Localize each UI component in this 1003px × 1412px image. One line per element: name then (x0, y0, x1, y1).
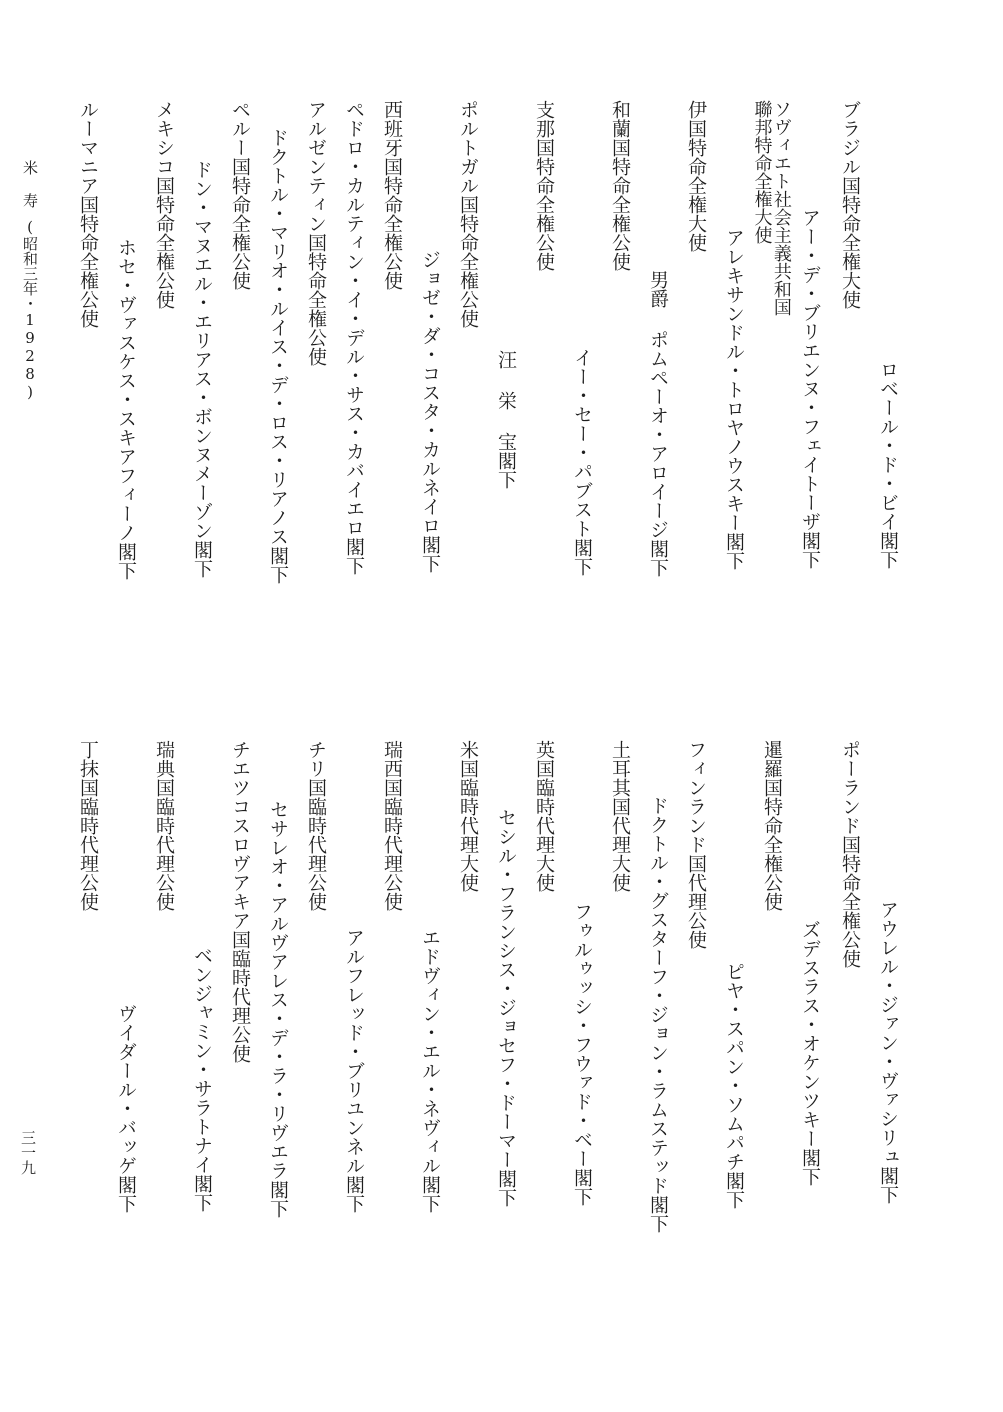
top-col-01: ブラジル国特命全権大使 (839, 100, 861, 309)
bottom-col-16: チリ国臨時代理公使 (305, 740, 327, 911)
bottom-col-12: 米国臨時代理大使 (457, 740, 479, 892)
top-col-09: イー・セー・パブスト閣下 (571, 348, 593, 576)
bottom-col-06: フィンランド国代理公使 (685, 740, 707, 949)
footer-era: (昭和三年・1928) (21, 218, 39, 401)
top-col-13: ジョゼ・ダ・コスタ・カルネイロ閣下 (419, 250, 441, 573)
bottom-col-19: ベンジャミン・サラトナイ閣下 (191, 946, 213, 1212)
bottom-col-08: 土耳其国代理大使 (609, 740, 631, 892)
top-col-05: アレキサンドル・トロヤノウスキー閣下 (723, 228, 745, 570)
bottom-col-15: アルフレッド・ブリユンネル閣下 (343, 928, 365, 1213)
top-col-11: 汪 栄 宝閣下 (495, 350, 517, 489)
bottom-col-04: 暹羅国特命全権公使 (761, 740, 783, 911)
top-col-04-line2: 聯邦特命全権大使 (751, 100, 773, 244)
top-col-15: ペドロ・カルティン・イ・デル・サス・カバイエロ閣下 (343, 100, 365, 575)
bottom-col-09: フゥルゥッシ・フウァド・ベー閣下 (571, 902, 593, 1206)
top-col-17: ドクトル・マリオ・ルイス・デ・ロス・リアノス閣下 (267, 128, 289, 584)
top-col-18: ペルー国特命全権公使 (229, 100, 251, 290)
top-col-02: ロベール・ド・ビイ閣下 (877, 360, 899, 569)
bottom-col-07: ドクトル・グスターフ・ジョン・ラムステッド閣下 (647, 796, 669, 1233)
top-col-20: メキシコ国特命全権公使 (153, 100, 175, 309)
bottom-col-22: 丁抹国臨時代理公使 (77, 740, 99, 911)
top-col-14: 西班牙国特命全権公使 (381, 100, 403, 290)
bottom-col-03: ズデスラス・オケンツキー閣下 (799, 920, 821, 1186)
bottom-col-20: 瑞典国臨時代理公使 (153, 740, 175, 911)
bottom-col-01: アウレル・ジァン・ヴァシリュ閣下 (877, 900, 899, 1204)
top-col-12: ポルトガル国特命全権公使 (457, 100, 479, 328)
top-col-04 (752, 100, 791, 316)
top-col-07: 男爵 ポムペーオ・アロイージ閣下 (647, 270, 669, 577)
top-col-21: ホセ・ヴァスケス・スキアフィーノ閣下 (115, 238, 137, 580)
top-col-08: 和蘭国特命全権公使 (609, 100, 631, 271)
top-col-22: ルーマニア国特命全権公使 (77, 100, 99, 328)
top-col-06: 伊国特命全権大使 (685, 100, 707, 252)
bottom-col-21: ヴイダール・バッゲ閣下 (115, 1004, 137, 1213)
bottom-col-13: エドヴィン・エル・ネヴィル閣下 (419, 928, 441, 1213)
bottom-col-10: 英国臨時代理大使 (533, 740, 555, 892)
bottom-col-11: セシル・フランシス・ジョセフ・ドーマー閣下 (495, 808, 517, 1207)
footer-name: 米 寿 (21, 160, 39, 208)
bottom-col-05: ピヤ・スパン・ソムパチ閣下 (723, 962, 745, 1209)
top-col-10: 支那国特命全権公使 (533, 100, 555, 271)
bottom-col-02: ポーランド国特命全権公使 (839, 740, 861, 968)
page-number: 三一九 (19, 1130, 37, 1175)
top-col-03: アー・デ・ブリエンヌ・フェイトーザ閣下 (799, 208, 821, 569)
bottom-col-18: チエツコスロヴアキア国臨時代理公使 (229, 740, 251, 1063)
top-col-19: ドン・マヌエル・エリアス・ボンヌメーゾン閣下 (191, 160, 213, 578)
top-col-04-line1: ソヴィエト社会主義共和国 (770, 100, 792, 316)
bottom-col-14: 瑞西国臨時代理公使 (381, 740, 403, 911)
bottom-col-17: セサレオ・アルヴアレス・デ・ラ・リヴエラ閣下 (267, 800, 289, 1218)
top-col-16: アルゼンティン国特命全権公使 (305, 100, 327, 366)
